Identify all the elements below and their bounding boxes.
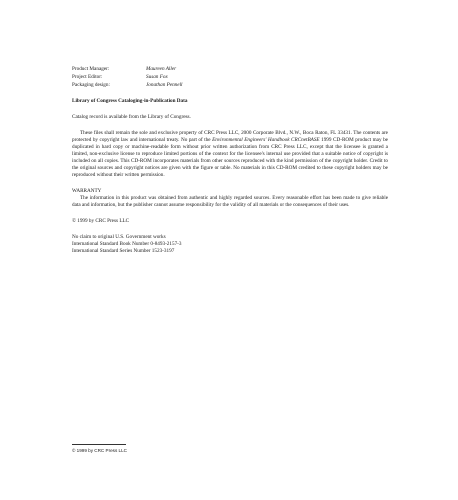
catalog-note: Catalog record is available from the Library of Congress. — [72, 114, 191, 120]
claims-block — [72, 234, 388, 255]
credit-role: Product Manager: — [72, 66, 110, 72]
issn-line: International Standard Series Number 1523-3197 — [72, 248, 175, 254]
rights-text-part1: These files shall remain the sole and exclusive property of CRC Press LLC, 2000 Corporate Blvd., N.W., Boca Raton, FL 33431. The contents are protected by copyright law and international treaty. No part of the — [72, 130, 388, 143]
rights-paragraph — [72, 130, 388, 179]
copyright-line: © 1999 by CRC Press LLC — [72, 218, 130, 224]
credit-person: Susan Fox — [146, 74, 168, 80]
footnote-rule — [72, 444, 126, 445]
isbn-line: International Standard Book Number 0-8493-2157-3 — [72, 241, 182, 247]
cip-heading: Library of Congress Cataloging-in-Publication Data — [72, 98, 188, 104]
credit-role: Packaging design: — [72, 82, 110, 88]
warranty-text: The information in this product was obtained from authentic and highly regarded sources. Every reasonable effort has been made to give reliable data and information, but the publisher cannot assume responsibility for the validity of all materials or the consequences of their uses. — [72, 195, 388, 208]
credit-person: Maureen Aller — [146, 66, 177, 72]
rights-text-part2: 1999 CD-ROM product may be duplicated in hard copy or machine-readable form without prior written authorization from CRC Press LLC, except that the licensee is granted a limited, non-exclusive license to reproduce limited portions of the context for the licensee's internal use provided that a suitable notice of copyright is included on all copies. This CD-ROM incorporates materials from other sources reproduced with the kind permission of the copyright holder. Credit to the original sources and copyright notices are given with the figure or table. No materials in this CD-ROM credited to these copyright holders may be reproduced without their written permission. — [72, 137, 388, 178]
credit-role: Project Editor: — [72, 74, 103, 80]
credit-person: Jonathan Pennell — [146, 82, 183, 88]
product-title: Environmental Engineers' Handbook CRCnetBASE — [212, 137, 320, 143]
warranty-heading: WARRANTY — [72, 188, 102, 194]
footnote-copyright: © 1999 by CRC Press LLC — [72, 448, 127, 453]
government-works-note: No claim to original U.S. Government works — [72, 234, 166, 240]
copyright-page — [72, 66, 388, 255]
credits-block — [72, 66, 388, 89]
